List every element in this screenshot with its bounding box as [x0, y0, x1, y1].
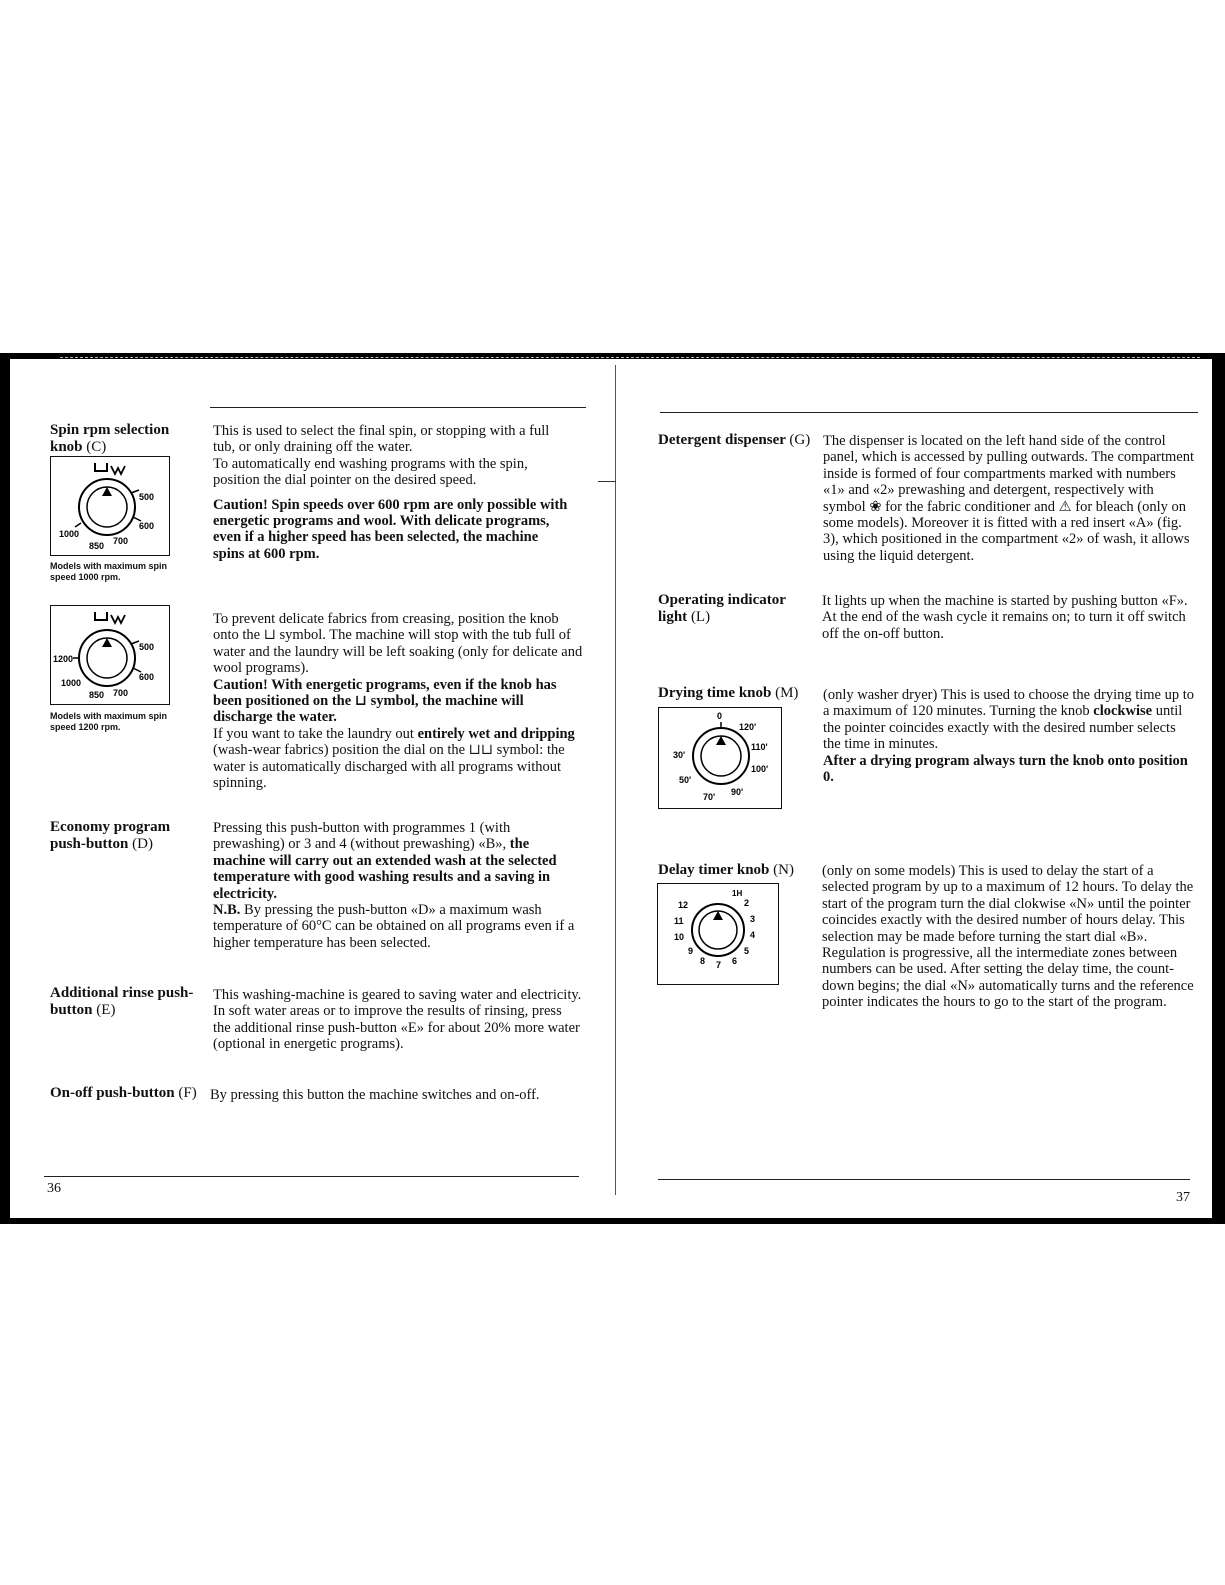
tick-850: 850 [89, 690, 105, 700]
tick-600: 600 [139, 672, 155, 682]
spin-dial-1200-caption: Models with maximum spin speed 1200 rpm. [50, 711, 168, 732]
delay-knob-description: (only on some models) This is used to delay the start of a selected program by up to a maximum of 12 hours. To delay the start of the program turn the dial clokwise «N» until the pointer coincides exactly with the desired number of hours delay. This selection may be made before turning the start dial «B». Regulation is progressive, all the intermediate zones between numbers can be used. After setting the delay time, the count-down begins; the dial «N» automatically turns and the reference pointer indicates the hours to go to the start of the program. [822, 863, 1194, 1011]
tick-50: 50' [679, 775, 692, 785]
scan-bottom-edge [0, 1218, 1225, 1224]
onoff-button-label: On-off push-button (F) [50, 1085, 197, 1101]
left-bottom-rule [44, 1176, 579, 1177]
spin-dial-1200-svg [51, 606, 169, 704]
drying-dial-figure [658, 707, 782, 809]
pointer-triangle-icon [102, 638, 112, 647]
tick-3: 3 [750, 914, 756, 924]
indicator-light-description: It lights up when the machine is started by pushing button «F». At the end of the wash cycle it remains on; to turn it off switch off the on-off button. [822, 593, 1188, 642]
tick-100: 100' [751, 764, 769, 774]
left-page-number: 36 [47, 1181, 61, 1196]
pointer-triangle-icon [102, 487, 112, 496]
tick-30: 30' [673, 750, 686, 760]
drying-note: After a drying program always turn the knob onto position 0. [823, 752, 1188, 786]
left-top-rule [210, 407, 586, 408]
page-gutter [615, 365, 616, 1195]
detergent-label: Detergent dispenser (G) [658, 432, 811, 448]
tick-11: 11 [674, 916, 684, 926]
spin-dial-1000-svg [51, 457, 169, 555]
tick-2: 2 [744, 898, 750, 908]
spin-dial-1200-figure [50, 605, 170, 705]
drying-dial-svg [659, 708, 781, 808]
tick-70: 70' [703, 792, 716, 802]
tick-850: 850 [89, 541, 105, 551]
pointer-triangle-icon [716, 736, 726, 745]
delay-dial-svg [658, 884, 778, 984]
tick-5: 5 [744, 946, 750, 956]
spin-knob-description: This is used to select the final spin, or stopping with a full tub, or only draining off the water. To automatically end washing programs with the spin, position the dial pointer on the desired speed. Caution! Spin speeds over 600 rpm are only possible with energetic programs and wool. With delicate programs, even if a higher speed has been selected, the machine spins at 600 rpm. [213, 423, 573, 562]
gutter-tick [598, 481, 616, 482]
delay-dial-figure [657, 883, 779, 985]
scan-left-edge [0, 353, 10, 1223]
tick-600: 600 [139, 521, 155, 531]
right-page-number: 37 [1176, 1190, 1190, 1205]
faint-scan-line [60, 357, 1200, 358]
spin-knob-label: Spin rpm selection knob (C) [50, 422, 170, 455]
soak-caution: Caution! With energetic programs, even if the knob has been positioned on the ⊔ symbol, the machine will discharge the water. [213, 676, 557, 726]
right-bottom-rule [658, 1179, 1190, 1180]
tick-1h: 1H [732, 889, 743, 898]
scan-right-edge [1212, 353, 1225, 1223]
rinse-description: This washing-machine is geared to saving water and electricity. In soft water areas or to improve the results of rinsing, press the additional rinse push-button «E» for about 20% more water (optional in energetic programs). [213, 987, 582, 1053]
spin-caution: Caution! Spin speeds over 600 rpm are only possible with energetic programs and wool. With delicate programs, even if a higher speed has been selected, the machine spins at 600 rpm. [213, 496, 568, 562]
indicator-light-label: Operating indicator light (L) [658, 592, 786, 625]
tick-0: 0 [717, 711, 723, 721]
economy-description: Pressing this push-button with programmes 1 (with prewashing) or 3 and 4 (without prewashing) «B», the machine will carry out an extended wash at the selected temperature with good washing results and a saving in electricity. N.B. By pressing the push-button «D» a maximum wash temperature of 60°C can be obtained on all programs even if a higher temperature has been selected. [213, 820, 575, 951]
onoff-description: By pressing this button the machine switches and on-off. [210, 1087, 540, 1103]
pointer-triangle-icon [713, 911, 723, 920]
bottom-margin [0, 1224, 1225, 1585]
spin-dial-1000-figure [50, 456, 170, 556]
right-top-rule [660, 412, 1198, 413]
drying-knob-description: (only washer dryer) This is used to choose the drying time up to a maximum of 120 minutes. Turning the knob clockwise until the pointer coincides exactly with the desired number selects the time in minutes. After a drying program always turn the knob onto position 0. [823, 687, 1195, 786]
tick-12: 12 [678, 900, 689, 910]
drying-knob-label: Drying time knob (M) [658, 685, 799, 701]
tick-7: 7 [716, 960, 722, 970]
tick-90: 90' [731, 787, 744, 797]
tick-700: 700 [113, 536, 129, 546]
tick-500: 500 [139, 492, 155, 502]
tick-10: 10 [674, 932, 685, 942]
rinse-button-label: Additional rinse push-button (E) [50, 985, 194, 1018]
top-margin [0, 0, 1225, 361]
spin-dial-1000-caption: Models with maximum spin speed 1000 rpm. [50, 561, 168, 582]
tick-700: 700 [113, 688, 129, 698]
tick-8: 8 [700, 956, 706, 966]
tick-110: 110' [751, 742, 768, 752]
wet-dripping-text: If you want to take the laundry out entirely wet and dripping (wash-wear fabrics) position the dial on the ⊔⊔ symbol: the water is automatically discharged with all programs without spinning. [213, 725, 575, 792]
soak-description: To prevent delicate fabrics from creasing, position the knob onto the ⊔ symbol. The machine will stop with the tub full of water and the laundry will be left soaking (only for delicate and wool programs). Caution! With energetic programs, even if the knob has been positioned on the ⊔ symbol, the machine will discharge the water. If you want to take the laundry out entirely wet and dripping (wash-wear fabrics) position the dial on the ⊔⊔ symbol: the water is automatically discharged with all programs without spinning. [213, 611, 583, 792]
detergent-description: The dispenser is located on the left hand side of the control panel, which is accessed by pulling outwards. The compartment inside is formed of four compartments marked with numbers «1» and «2» prewashing and detergent, respectively with symbol ❀ for the fabric conditioner and ⚠ for bleach (only on some models). Moreover it is fitted with a red insert «A» (fig. 3), which positioned in the compartment «2» of wash, it allows using the liquid detergent. [823, 433, 1194, 564]
tick-120: 120' [739, 722, 757, 732]
delay-knob-label: Delay timer knob (N) [658, 862, 794, 878]
scan-top-edge [0, 353, 1225, 359]
tick-6: 6 [732, 956, 738, 966]
economy-button-label: Economy program push-button (D) [50, 819, 171, 852]
tick-1000: 1000 [59, 529, 80, 539]
tick-500: 500 [139, 642, 155, 652]
tick-1200: 1200 [53, 654, 74, 664]
tick-1000: 1000 [61, 678, 82, 688]
tick-4: 4 [750, 930, 756, 940]
tick-9: 9 [688, 946, 694, 956]
